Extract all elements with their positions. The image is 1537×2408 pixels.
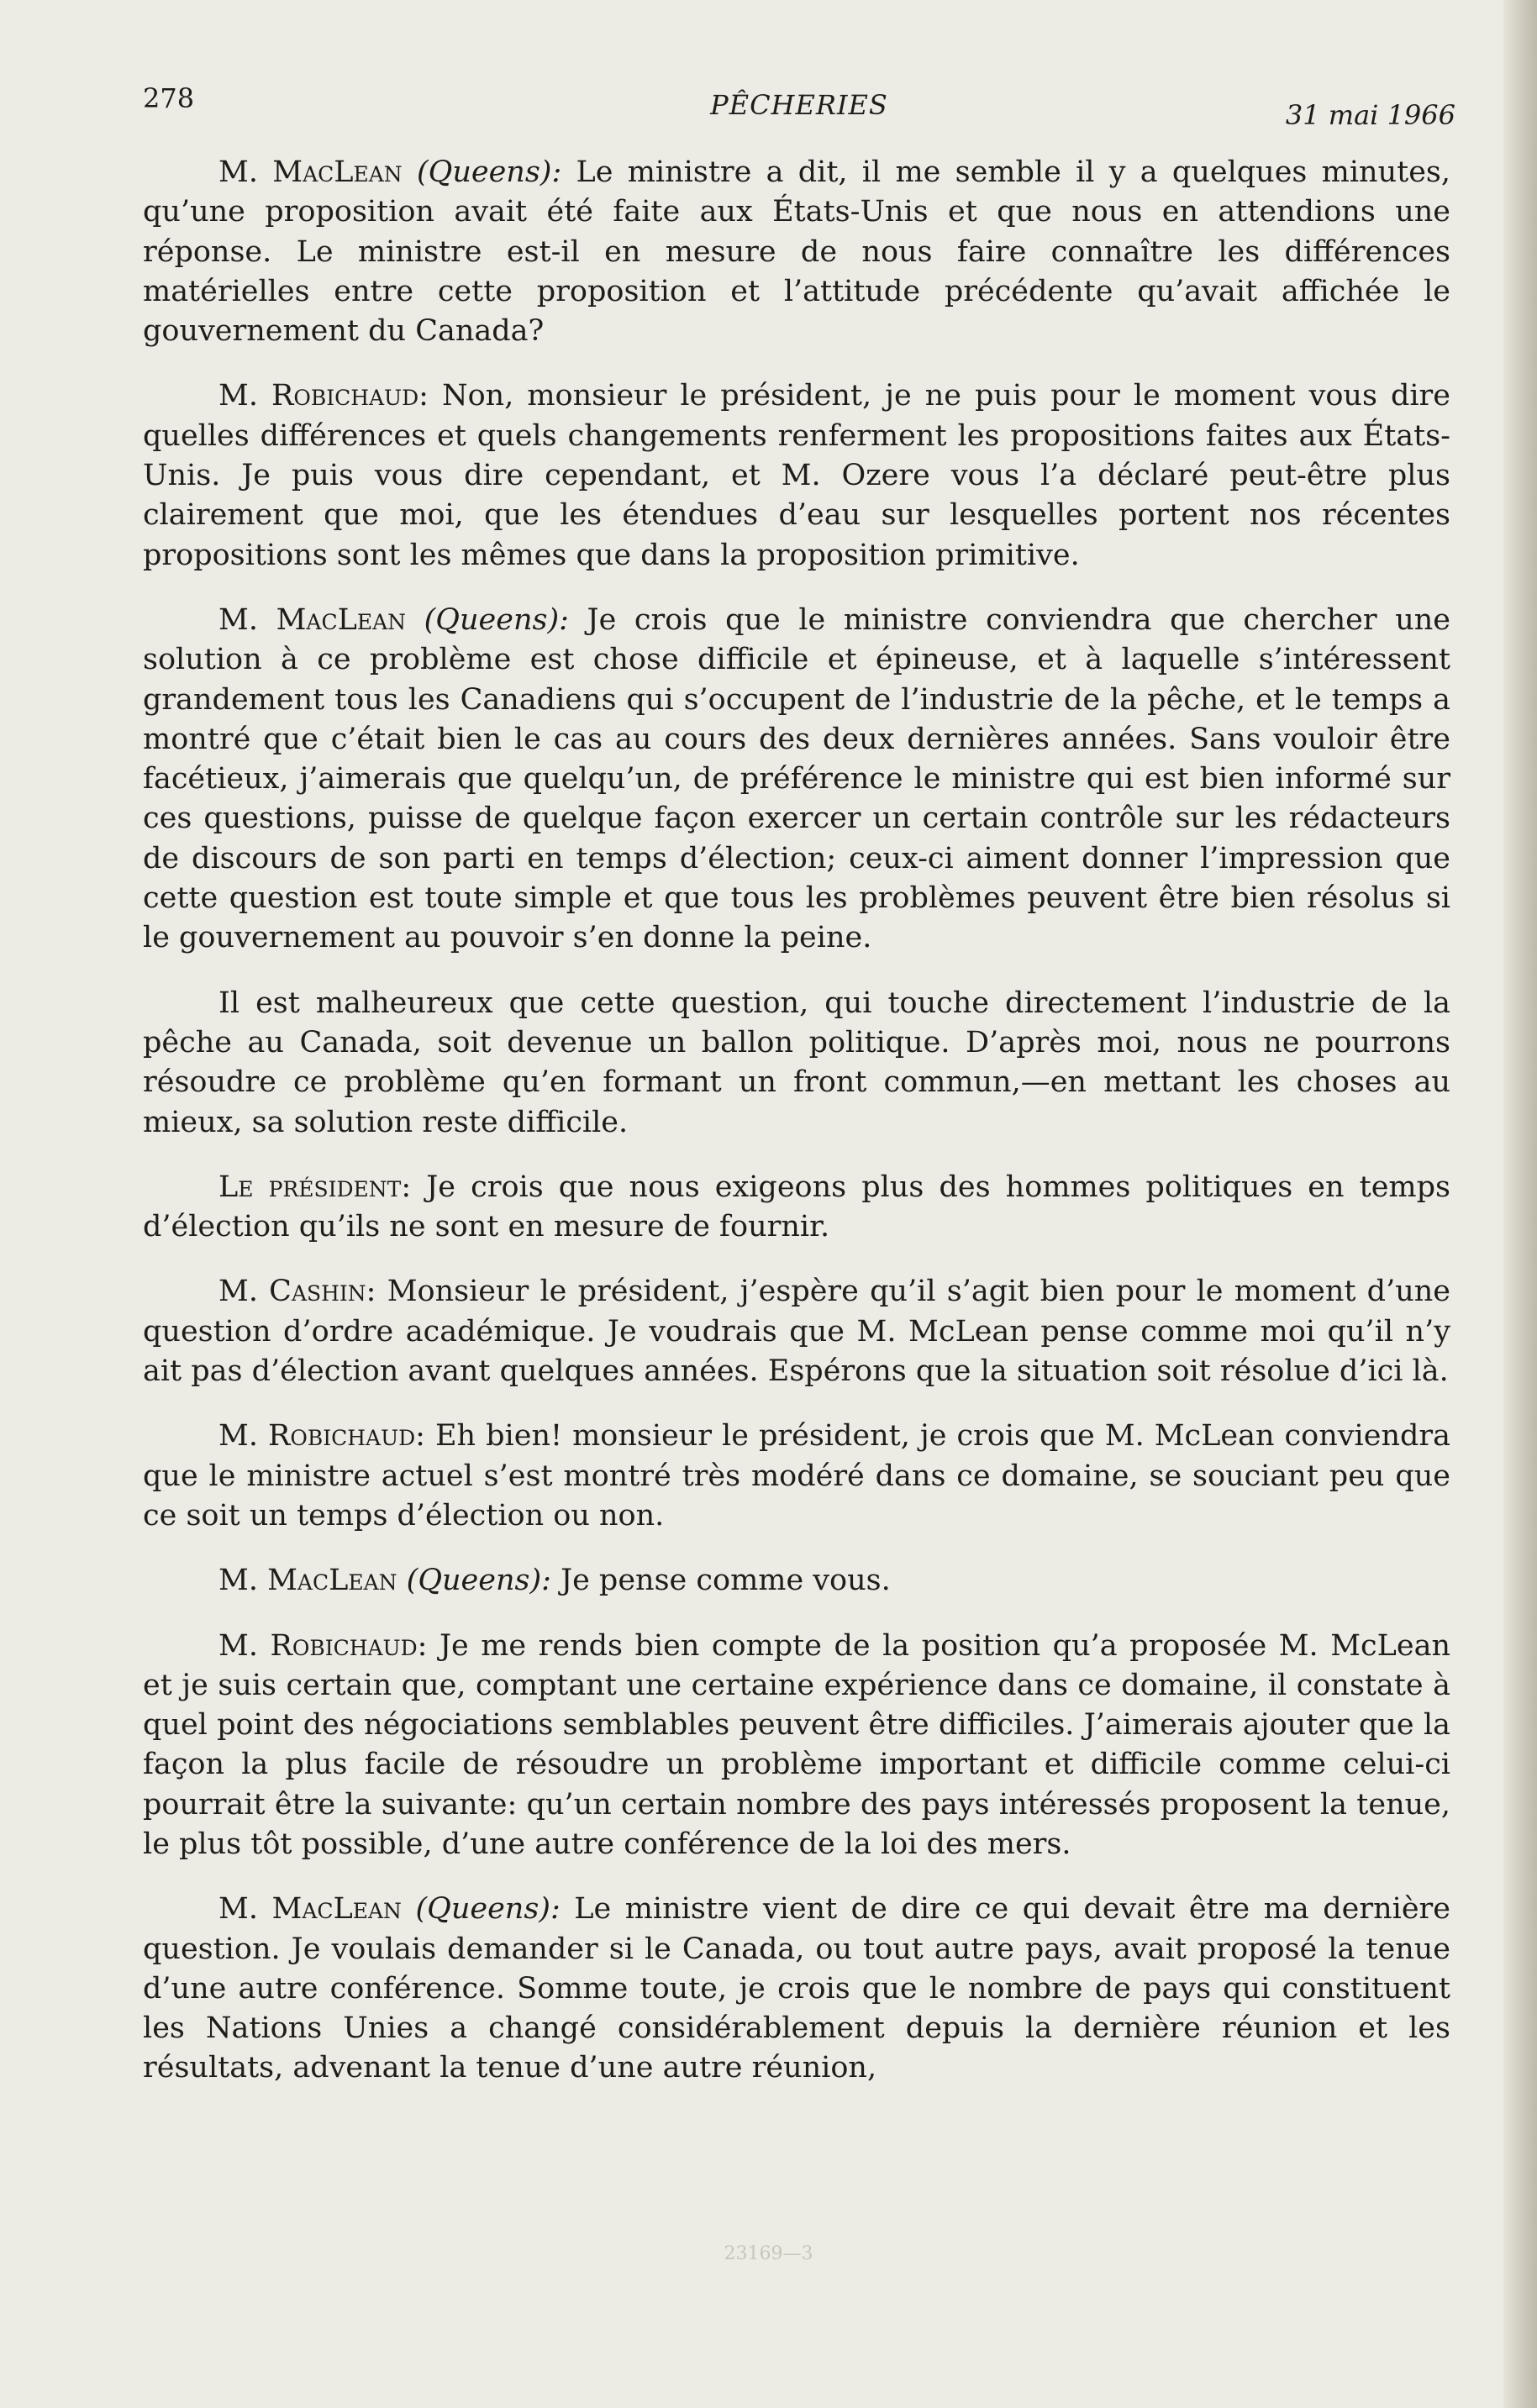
speaker-name: M. Robichaud: bbox=[218, 1628, 428, 1663]
paragraph bbox=[143, 1627, 1450, 1865]
paragraph bbox=[143, 1890, 1450, 2088]
transcript-body bbox=[143, 153, 1450, 2114]
speaker-name: M. Robichaud: bbox=[218, 379, 429, 413]
paragraph bbox=[143, 376, 1450, 575]
folio-footer: 23169—3 bbox=[724, 2243, 813, 2264]
page-number: 278 bbox=[143, 82, 195, 114]
speaker-name: Le président: bbox=[218, 1170, 412, 1204]
paragraph-text: Monsieur le président, j’espère qu’il s’agit bien pour le moment d’une question d’ordre académique. Je voudrais que M. McLean pense comme moi qu’il n’y ait pas d’élection avant quelques années. Espérons que la situation soit résolue d’ici là. bbox=[143, 1275, 1450, 1389]
paragraph-text: Je pense comme vous. bbox=[550, 1564, 891, 1598]
paragraph bbox=[143, 601, 1450, 959]
paragraph bbox=[143, 1168, 1450, 1248]
paragraph-text: Le ministre a dit, il me semble il y a quelques minutes, qu’une proposition avait été faite aux États-Unis et que nous en attendions une réponse. Le ministre est-il en mesure de nous faire connaître les différences matérielles entre cette proposition et l’attitude précédente qu’avait affichée le gouvernement du Canada? bbox=[143, 155, 1451, 349]
paragraph bbox=[143, 1417, 1450, 1536]
paragraph-text: Je me rends bien compte de la position qu’a proposée M. McLean et je suis certain que, comptant une certaine expérience dans ce domaine, il constate à quel point des négociations semblables peuvent être difficiles. J’aimerais ajouter que la façon la plus facile de résoudre un problème important et difficile comme celui-ci pourrait être la suivante: qu’un certain nombre des pays intéressés proposent la tenue, le plus tôt possible, d’une autre conférence de la loi des mers. bbox=[143, 1628, 1450, 1861]
paragraph-text: Je crois que nous exigeons plus des hommes politiques en temps d’élection qu’ils ne sont en mesure de fournir. bbox=[143, 1170, 1450, 1244]
paragraph-text: Eh bien! monsieur le président, je crois que M. McLean conviendra que le ministre actuel s’est montré très modéré dans ce domaine, se souciant peu que ce soit un temps d’élection ou non. bbox=[143, 1419, 1450, 1533]
paragraph bbox=[143, 1561, 1450, 1601]
paragraph-text: Il est malheureux que cette question, qui touche directement l’industrie de la pêche au Canada, soit devenue un ballon politique. D’après moi, nous ne pourrons résoudre ce problème qu’en formant un front commun,—en mettant les choses au mieux, sa solution reste difficile. bbox=[143, 986, 1450, 1139]
paragraph-text: Le ministre vient de dire ce qui devait être ma dernière question. Je voulais demander si le Canada, ou tout autre pays, avait proposé la tenue d’une autre conférence. Somme toute, je crois que le nombre de pays qui constituent les Nations Unies a changé considérablement depuis la dernière réunion et les résultats, advenant la tenue d’une autre réunion, bbox=[143, 1892, 1450, 2085]
page-header bbox=[143, 82, 1455, 133]
speaker-name: M. Cashin: bbox=[218, 1275, 376, 1309]
header-date: 31 mai 1966 bbox=[1285, 99, 1455, 131]
page-edge-shadow bbox=[1503, 0, 1537, 2408]
speaker-name: M. MacLean bbox=[218, 1564, 397, 1598]
riding-label: (Queens): bbox=[416, 155, 562, 189]
riding-label: (Queens): bbox=[424, 602, 569, 637]
paragraph-text: Non, monsieur le président, je ne puis pour le moment vous dire quelles différences et quels changements renferment les propositions faites aux États-Unis. Je puis vous dire cependant, et M. Ozere vous l’a déclaré peut-être plus clairement que moi, que les étendues d’eau sur lesquelles portent nos récentes propositions sont les mêmes que dans la proposition primitive. bbox=[143, 379, 1450, 572]
speaker-name: M. Robichaud: bbox=[218, 1419, 425, 1454]
riding-label: (Queens): bbox=[406, 1564, 551, 1598]
paragraph bbox=[143, 984, 1450, 1143]
speaker-name: M. MacLean bbox=[218, 1892, 402, 1927]
speaker-name: M. MacLean bbox=[218, 155, 403, 189]
running-title: PÊCHERIES bbox=[710, 89, 888, 121]
paragraph bbox=[143, 153, 1450, 351]
riding-label: (Queens): bbox=[415, 1892, 561, 1927]
speaker-name: M. MacLean bbox=[218, 602, 407, 637]
paragraph bbox=[143, 1272, 1450, 1391]
paragraph-text: Je crois que le ministre conviendra que chercher une solution à ce problème est chose difficile et épineuse, et à laquelle s’intéressent grandement tous les Canadiens qui s’occupent de l’industrie de la pêche, et le temps a montré que c’était bien le cas au cours des deux dernières années. Sans vouloir être facétieux, j’aimerais que quelqu’un, de préférence le ministre qui est bien informé sur ces questions, puisse de quelque façon exercer un certain contrôle sur les rédacteurs de discours de son parti en temps d’élection; ceux-ci aiment donner l’impression que cette question est toute simple et que tous les problèmes peuvent être bien résolus si le gouvernement au pouvoir s’en donne la peine. bbox=[143, 602, 1451, 955]
